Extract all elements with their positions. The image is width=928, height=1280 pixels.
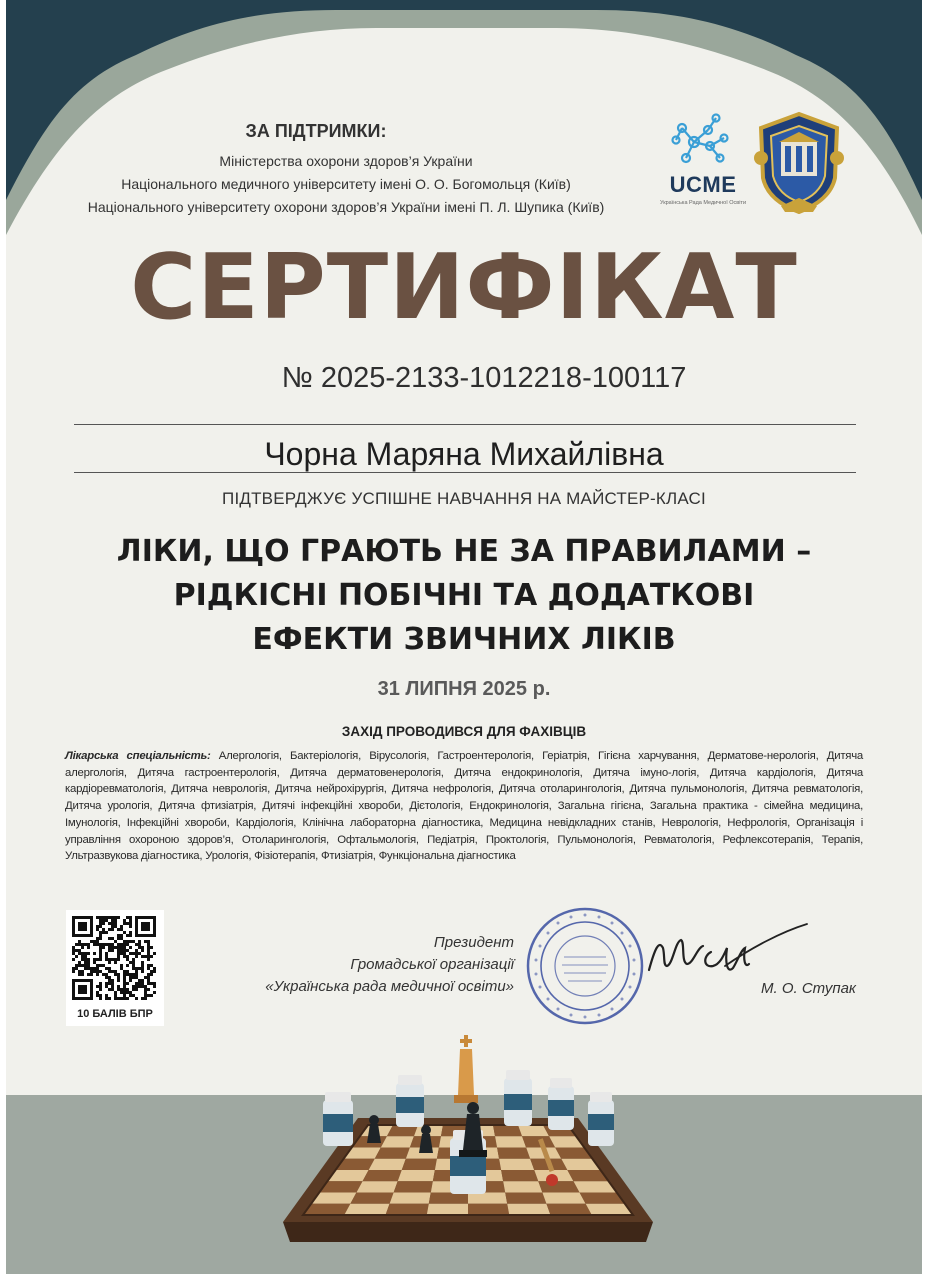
certificate-number: № 2025-2133-1012218-100117 [281, 362, 687, 394]
signer-position: Президент [433, 934, 514, 951]
signature-icon [641, 918, 811, 988]
chess-board-illustration [268, 1030, 668, 1255]
university-crest-icon [751, 108, 847, 214]
signer-organization: Громадської організації [350, 956, 514, 973]
signer-organization-name: «Українська рада медичної освіти» [265, 978, 514, 995]
event-audience-heading: ЗАХІД ПРОВОДИВСЯ ДЛЯ ФАХІВЦІВ [341, 724, 587, 739]
ucme-molecule-icon [658, 108, 748, 172]
qr-caption: 10 БАЛІВ БПР [77, 1008, 153, 1020]
specialties-list: Алергологія, Бактеріологія, Вірусологія, Гастроентерологія, Геріатрія, Гігієна харчування, Дерматове-нерологія, Дитяча алергологія, Дитяча гастроентерологія, Дитяча дерматовенерологія, Дитяча ендокринологія, Дитяча імуно-логія, Дитяча кардіологія, Дитяча кардіоревматологія, Дитяча неврологія, Дитяча нейрохірургія, Дитяча нефрологія, Дитяча отоларингологія, Дитяча пульмонологія, Дитяча ревматологія, Дитяча урологія, Дитяча фтизіатрія, Дитячі інфекційні хвороби, Дієтологія, Ендокринологія, Загальна гігієна, Загальна практика - сімейна медицина, Імунологія, Інфекційні хвороби, Кардіологія, Клінічна лабораторна діагностика, Медицина невідкладних станів, Неврологія, Нефрологія, Організація і управління охороною здоров’я, Отоларингологія, Офтальмологія, Педіатрія, Проктологія, Пульмонологія, Ревматологія, Рефлексотерапія, Терапія, Ультразвукова діагностика, Урологія, Фізіотерапія, Фтизіатрія, Функціональна діагностика [65, 750, 863, 863]
specialties-paragraph [65, 748, 863, 865]
name-rule-bottom [74, 472, 856, 473]
event-date: 31 ЛИПНЯ 2025 р. [377, 678, 551, 700]
support-title: ЗА ПІДТРИМКИ: [245, 121, 387, 141]
certificate-title: СЕРТИФІКАТ [130, 235, 798, 340]
support-line-bogomolets: Національного медичного університету імені О. О. Богомольця (Київ) [121, 176, 571, 192]
certificate-page [6, 0, 922, 1274]
qr-block [66, 910, 164, 1026]
support-line-shupyk: Національного університету охорони здоров’я України імені П. Л. Шупика (Київ) [87, 199, 605, 215]
course-title-line-1: ЛІКИ, ЩО ГРАЮТЬ НЕ ЗА ПРАВИЛАМИ – [116, 534, 812, 569]
qr-code-icon [66, 910, 164, 1006]
ucme-logo [658, 108, 748, 212]
course-title-line-3: ЕФЕКТИ ЗВИЧНИХ ЛІКІВ [252, 622, 676, 657]
ucme-logo-text: UCME [669, 172, 737, 197]
ucme-logo-subtitle: Українська Рада Медичної Освіти [659, 200, 747, 206]
name-rule-top [74, 424, 856, 425]
recipient-name: Чорна Маряна Михайлівна [264, 436, 664, 472]
signer-name: М. О. Ступак [761, 980, 857, 997]
course-title-line-2: РІДКІСНІ ПОБІЧНІ ТА ДОДАТКОВІ [173, 578, 755, 613]
support-line-ministry: Міністерства охорони здоров’я України [219, 153, 473, 169]
specialties-label: Лікарська спеціальність: [65, 750, 211, 762]
confirmation-text: ПІДТВЕРДЖУЄ УСПІШНЕ НАВЧАННЯ НА МАЙСТЕР-КЛАСІ [222, 489, 706, 508]
stamp-icon [524, 905, 646, 1027]
